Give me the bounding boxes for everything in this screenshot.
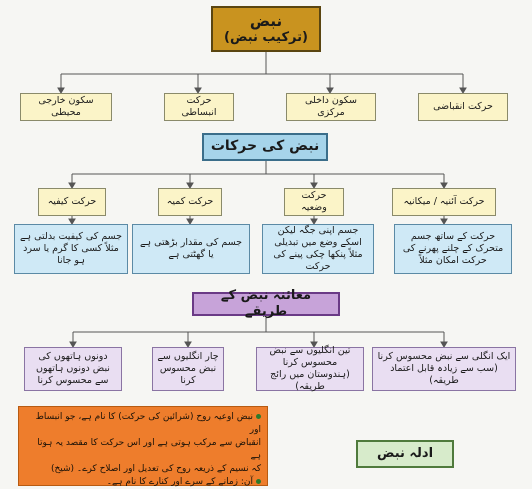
bullet-icon [256,479,261,484]
movement-label: حرکت وضعیہ [284,188,344,216]
root-subtitle: (ترکیب نبض) [224,30,308,46]
root-title: نبض [249,11,283,30]
state-node: سکون داخلی مرکزی [286,93,376,121]
movement-label: حرکت کیفیہ [38,188,106,216]
note-line: انقباض سے مرکب ہوتی ہے اور اس حرکت کا مقصد یہ ہوتا ہے [37,438,261,462]
state-node: حرکت انقباضی [418,93,508,121]
state-node: سکون خارجی محیطی [20,93,112,121]
movements-title: نبض کی حرکات [202,133,328,161]
examination-title: معائنہ نبض کے طریقے [192,292,340,316]
exam-method: تین انگلیوں سے نبض محسوس کرنا (ہندوستان میں رائج طریقہ) [256,347,364,391]
note-line: آن: زمانے کے سرے اور کنارے کا نام ہے۔ [25,476,261,489]
bullet-icon [256,414,261,419]
root-node [211,6,321,52]
movement-label: حرکت آئنیہ / میکانیہ [392,188,496,216]
movement-desc: جسم اپنی جگہ لیکن اسکے وضع میں تبدیلی مثلاً پنکھا چکی پینے کی حرکت [262,224,374,274]
movement-label: حرکت کمیہ [158,188,222,216]
state-node: حرکت انبساطی [164,93,234,121]
movement-desc: جسم کی کیفیت بدلتی ہے مثلاً کسی کا گرم یا سرد ہو جانا [14,224,128,274]
note-line: نبض اوعیہ روح (شرائین کی حرکت) کا نام ہے، جو انبساط اور [35,412,261,436]
adilla-node: ادلہ نبض [356,440,454,468]
exam-method: چار انگلیوں سے نبض محسوس کرنا [152,347,224,391]
movement-desc: جسم کی مقدار بڑھتی ہے یا گھٹتی ہے [132,224,250,274]
note-line: کہ نسیم کے ذریعہ روح کی تعدیل اور اصلاح کرے۔ (شیخ) [50,464,261,475]
exam-method: دونوں ہاتھوں کی نبض دونوں ہاتھوں سے محسوس کرنا [24,347,122,391]
exam-method: ایک انگلی سے نبض محسوس کرنا (سب سے زیادہ قابل اعتماد طریقہ) [372,347,516,391]
definition-note [18,406,268,486]
movement-desc: حرکت کے ساتھ جسم متحرک کے چلنے پھرنے کی حرکت امکان مثلاً [394,224,512,274]
